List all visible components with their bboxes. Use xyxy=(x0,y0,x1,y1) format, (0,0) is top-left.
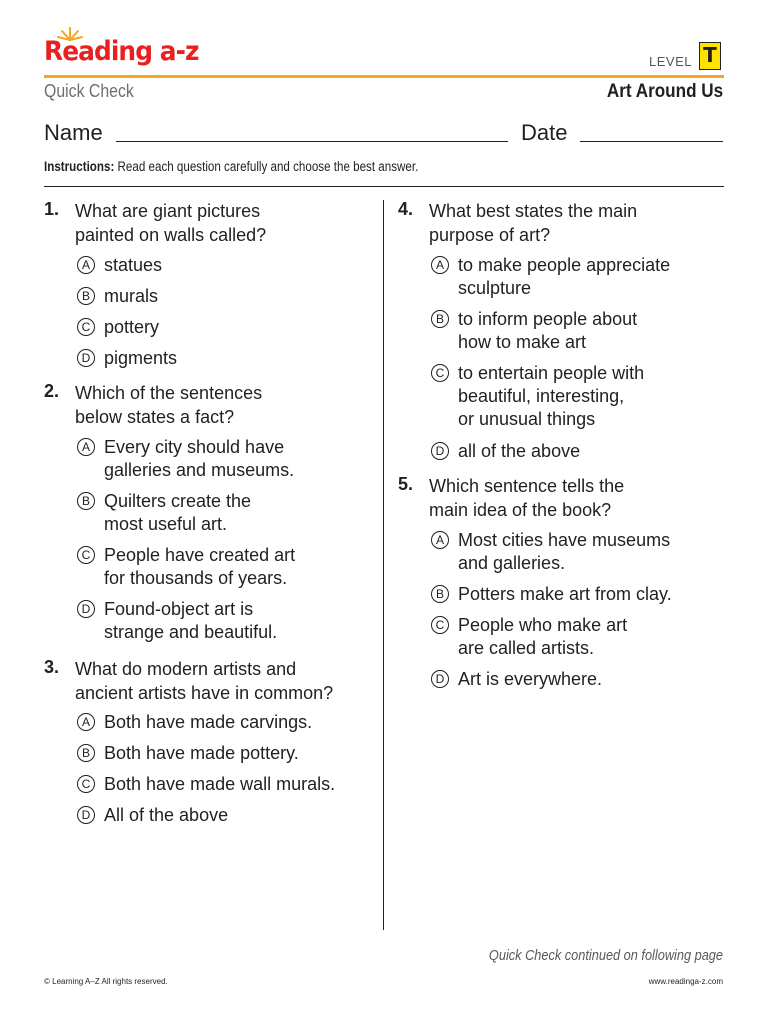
question-4-option-a[interactable] xyxy=(431,254,670,300)
question-2-option-a[interactable] xyxy=(77,436,294,482)
question-3-option-a[interactable] xyxy=(77,711,312,734)
option-text: Quilters create the most useful art. xyxy=(104,491,252,534)
instructions-label: Instructions: xyxy=(44,159,115,174)
option-letter: D xyxy=(431,442,449,460)
instructions-divider xyxy=(44,186,724,187)
option-text: People have created art for thousands of years. xyxy=(104,545,296,588)
option-text: murals xyxy=(104,286,159,306)
option-text: People who make art are called artists. xyxy=(458,615,628,658)
date-field[interactable] xyxy=(580,141,723,142)
option-letter: A xyxy=(431,256,449,274)
name-label: Name xyxy=(44,120,103,145)
question-1-text: What are giant pictures painted on walls called? xyxy=(75,201,267,245)
question-5-option-b[interactable] xyxy=(431,583,672,606)
question-4-option-c[interactable] xyxy=(431,362,644,431)
question-5-option-c[interactable] xyxy=(431,614,627,660)
question-5-option-d[interactable] xyxy=(431,668,602,691)
option-letter: B xyxy=(77,744,95,762)
quick-check-label: Quick Check xyxy=(44,81,134,101)
question-3-option-b[interactable] xyxy=(77,742,299,765)
question-5-number: 5. xyxy=(398,474,414,494)
option-letter: C xyxy=(77,546,95,564)
option-letter: D xyxy=(431,670,449,688)
option-letter: C xyxy=(431,364,449,382)
question-2-option-b[interactable] xyxy=(77,490,251,536)
question-4-option-b[interactable] xyxy=(431,308,637,354)
option-letter: D xyxy=(77,349,95,367)
instructions xyxy=(44,159,418,174)
option-text: pigments xyxy=(104,348,178,368)
option-letter: B xyxy=(431,585,449,603)
option-letter: A xyxy=(431,531,449,549)
option-text: pottery xyxy=(104,317,160,337)
question-5-text: Which sentence tells the main idea of the book? xyxy=(429,476,625,520)
option-text: to inform people about how to make art xyxy=(458,309,638,352)
question-1-option-d[interactable] xyxy=(77,347,177,370)
option-text: Both have made carvings. xyxy=(104,712,313,732)
website-link[interactable]: www.readinga-z.com xyxy=(648,977,723,986)
option-text: all of the above xyxy=(458,441,581,461)
header-divider xyxy=(44,75,724,78)
option-letter: C xyxy=(431,616,449,634)
option-text: Art is everywhere. xyxy=(458,669,603,689)
question-4-text: What best states the main purpose of art? xyxy=(429,201,638,245)
question-1-option-b[interactable] xyxy=(77,285,158,308)
option-letter: C xyxy=(77,318,95,336)
question-3-option-c[interactable] xyxy=(77,773,335,796)
option-text: All of the above xyxy=(104,805,229,825)
option-letter: D xyxy=(77,806,95,824)
question-3-text: What do modern artists and ancient artists have in common? xyxy=(75,659,334,703)
copyright: © Learning A–Z All rights reserved. xyxy=(44,977,168,986)
option-text: Both have made pottery. xyxy=(104,743,299,763)
option-letter: B xyxy=(77,287,95,305)
instructions-text: Read each question carefully and choose the best answer. xyxy=(114,159,419,174)
option-text: Most cities have museums and galleries. xyxy=(458,530,671,573)
question-1-number: 1. xyxy=(44,199,60,219)
option-letter: A xyxy=(77,256,95,274)
question-2-text: Which of the sentences below states a fact? xyxy=(75,383,263,427)
option-text: Found-object art is strange and beautiful. xyxy=(104,599,278,642)
column-divider xyxy=(383,200,384,930)
option-letter: A xyxy=(77,438,95,456)
option-letter: D xyxy=(77,600,95,618)
question-2-option-d[interactable] xyxy=(77,598,277,644)
option-letter: B xyxy=(77,492,95,510)
question-1-option-a[interactable] xyxy=(77,254,162,277)
name-field[interactable] xyxy=(116,141,508,142)
question-4-option-d[interactable] xyxy=(431,440,580,463)
option-text: to entertain people with beautiful, interesting, or unusual things xyxy=(458,363,645,429)
option-text: Both have made wall murals. xyxy=(104,774,336,794)
option-letter: A xyxy=(77,713,95,731)
question-3-option-d[interactable] xyxy=(77,804,228,827)
option-text: to make people appreciate sculpture xyxy=(458,255,671,298)
level-badge: T xyxy=(699,42,721,70)
question-4-number: 4. xyxy=(398,199,414,219)
option-text: Potters make art from clay. xyxy=(458,584,672,604)
book-title: Art Around Us xyxy=(606,81,723,102)
option-letter: C xyxy=(77,775,95,793)
question-1-option-c[interactable] xyxy=(77,316,159,339)
option-text: Every city should have galleries and museums. xyxy=(104,437,295,480)
question-2-option-c[interactable] xyxy=(77,544,295,590)
question-3-number: 3. xyxy=(44,657,60,677)
logo-text: Reading a-z xyxy=(44,36,199,67)
continued-note: Quick Check continued on following page xyxy=(488,948,723,964)
level-label: LEVEL xyxy=(649,54,692,69)
date-label: Date xyxy=(521,120,568,145)
question-2-number: 2. xyxy=(44,381,60,401)
option-letter: B xyxy=(431,310,449,328)
question-5-option-a[interactable] xyxy=(431,529,670,575)
option-text: statues xyxy=(104,255,163,275)
